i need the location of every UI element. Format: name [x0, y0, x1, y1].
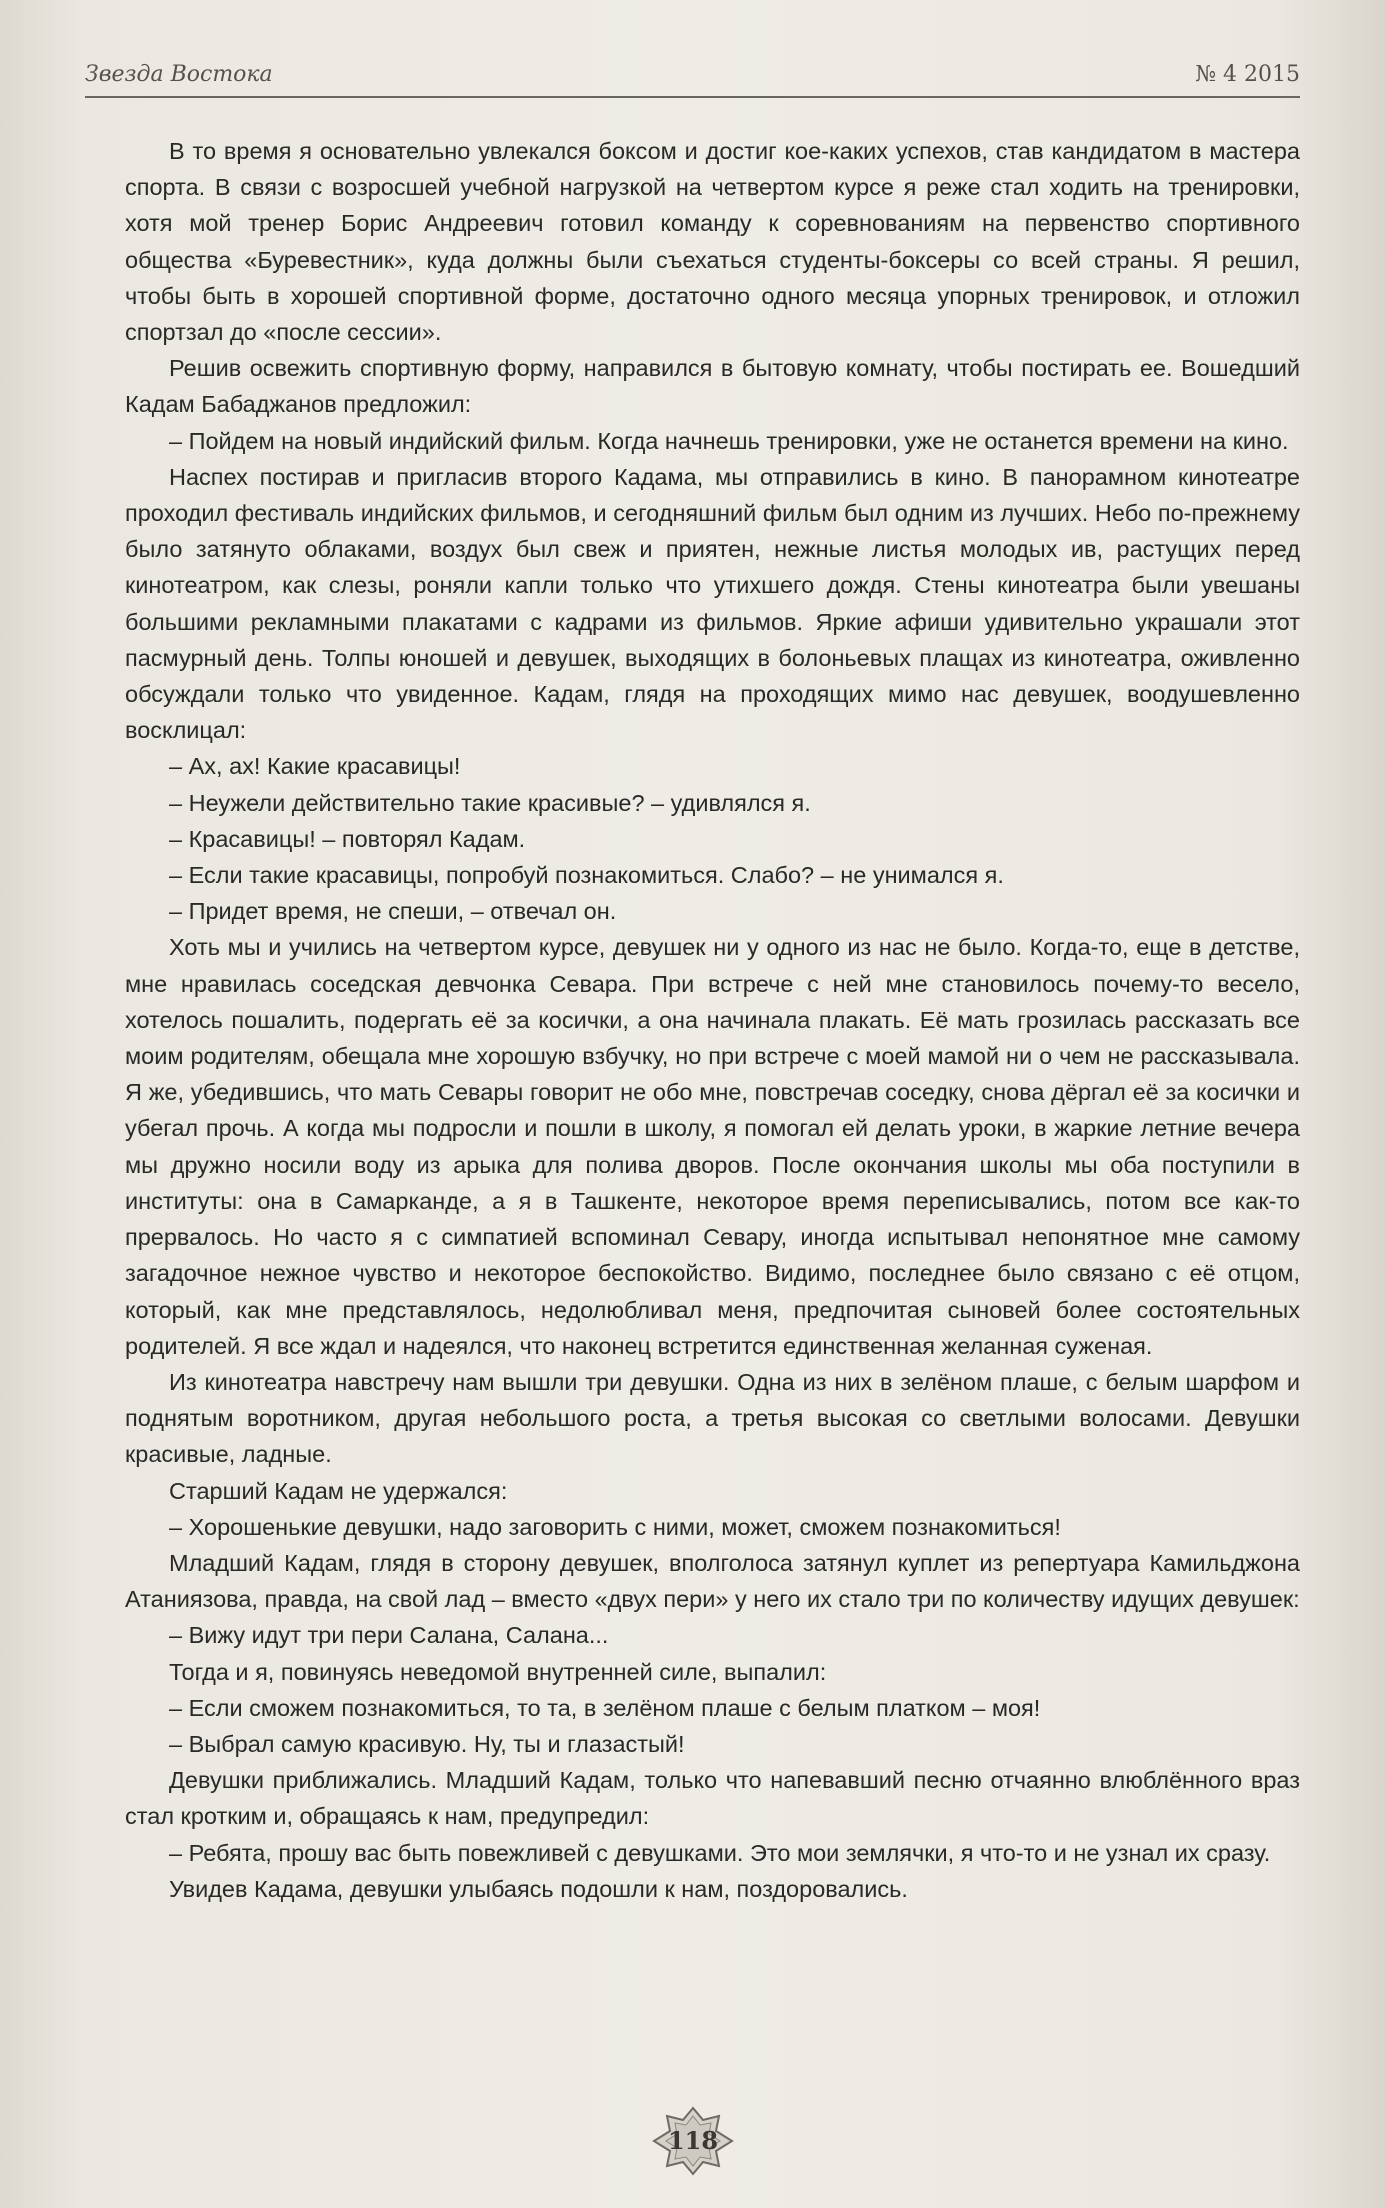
article-body	[125, 133, 1300, 1907]
paragraph: – Неужели действительно такие красивые? – удивлялся я.	[169, 789, 811, 816]
running-header	[85, 56, 1300, 98]
paragraph: – Хорошенькие девушки, надо заговорить с ними, может, сможем познакомиться!	[169, 1513, 1061, 1540]
issue-number: № 4 2015	[1195, 62, 1300, 87]
paragraph: – Если такие красавицы, попробуй познакомиться. Слабо? – не унимался я.	[169, 862, 1004, 889]
paragraph: – Выбрал самую красивую. Ну, ты и глазастый!	[169, 1730, 685, 1757]
journal-name: Звезда Востока	[85, 62, 273, 87]
paragraph: Хоть мы и учились на четвертом курсе, девушек ни у одного из нас не было. Когда-то, еще в детстве, мне нравилась соседская девчонка Севара. При встрече с ней мне становилось почему-то весело, хотелось пошалить, подергать её за косички, а она начинала плакать. Её мать грозилась рассказать все моим родителям, обещала мне хорошую взбучку, но при встрече с моей мамой ни о чем не рассказывала. Я же, убедившись, что мать Севары говорит не обо мне, повстречав соседку, снова дёргал её за косички и убегал прочь. А когда мы подросли и пошли в школу, я помогал ей делать уроки, в жаркие летние вечера мы дружно носили воду из арыка для полива дворов. После окончания школы мы оба поступили в институты: она в Самарканде, а я в Ташкенте, некоторое время переписывались, потом все как-то прервалось. Но часто я с симпатией вспоминал Севару, иногда испытывал непонятное мне самому загадочное нежное чувство и некоторое беспокойство. Видимо, последнее было связано с её отцом, который, как мне представлялось, недолюбливал меня, предпочитая сыновей более состоятельных родителей. Я все ждал и надеялся, что наконец встретится единственная желанная суженая.	[125, 934, 1300, 1359]
paragraph: – Придет время, не спеши, – отвечал он.	[169, 898, 617, 925]
paragraph: – Если сможем познакомиться, то та, в зелёном плаше с белым платком – моя!	[169, 1694, 1041, 1721]
paragraph: В то время я основательно увлекался боксом и достиг кое-каких успехов, став кандидатом в мастера спорта. В связи с возросшей учебной нагрузкой на четвертом курсе я реже стал ходить на тренировки, хотя мой тренер Борис Андреевич готовил команду к соревнованиям на первенство спортивного общества «Буревестник», куда должны были съехаться студенты-боксеры со всей страны. Я решил, чтобы быть в хорошей спортивной форме, достаточно одного месяца упорных тренировок, и отложил спортзал до «после сессии».	[125, 138, 1300, 346]
page-number: 118	[667, 2126, 719, 2155]
paragraph: Увидев Кадама, девушки улыбаясь подошли к нам, поздоровались.	[169, 1875, 908, 1902]
paragraph: – Красавицы! – повторял Кадам.	[169, 825, 526, 852]
paragraph: Из кинотеатра навстречу нам вышли три девушки. Одна из них в зелёном плаше, с белым шарфом и поднятым воротником, другая небольшого роста, а третья высокая со светлыми волосами. Девушки красивые, ладные.	[125, 1368, 1300, 1468]
paragraph: Старший Кадам не удержался:	[169, 1477, 508, 1504]
paragraph: Девушки приближались. Младший Кадам, только что напевавший песню отчаянно влюблённого враз стал кротким и, обращаясь к нам, предупредил:	[125, 1767, 1300, 1830]
paragraph: – Ах, ах! Какие красавицы!	[169, 753, 461, 780]
paragraph: – Пойдем на новый индийский фильм. Когда начнешь тренировки, уже не останется времени на кино.	[169, 427, 1289, 454]
paragraph: Наспех постирав и пригласив второго Кадама, мы отправились в кино. В панорамном кинотеатре проходил фестиваль индийских фильмов, и сегодняшний фильм был одним из лучших. Небо по-прежнему было затянуто облаками, воздух был свеж и приятен, нежные листья молодых ив, растущих перед кинотеатром, как слезы, роняли капли только что утихшего дождя. Стены кинотеатра были увешаны большими рекламными плакатами с кадрами из фильмов. Яркие афиши удивительно украшали этот пасмурный день. Толпы юношей и девушек, выходящих в болоньевых плащах из кинотеатра, оживленно обсуждали только что увиденное. Кадам, глядя на проходящих мимо нас девушек, воодушевленно восклицал:	[125, 463, 1300, 744]
page-footer	[640, 2106, 746, 2176]
paragraph: – Вижу идут три пери Салана, Салана...	[169, 1622, 609, 1649]
paragraph: Решив освежить спортивную форму, направился в бытовую комнату, чтобы постирать ее. Вошедший Кадам Бабаджанов предложил:	[125, 355, 1300, 418]
paragraph: Тогда и я, повинуясь неведомой внутренней силе, выпалил:	[169, 1658, 827, 1685]
paragraph: Младший Кадам, глядя в сторону девушек, вполголоса затянул куплет из репертуара Камильджона Атаниязова, правда, на свой лад – вместо «двух пери» у него их стало три по количеству идущих девушек:	[125, 1549, 1300, 1613]
paragraph: – Ребята, прошу вас быть повежливей с девушками. Это мои землячки, я что-то и не узнал их сразу.	[169, 1839, 1271, 1866]
